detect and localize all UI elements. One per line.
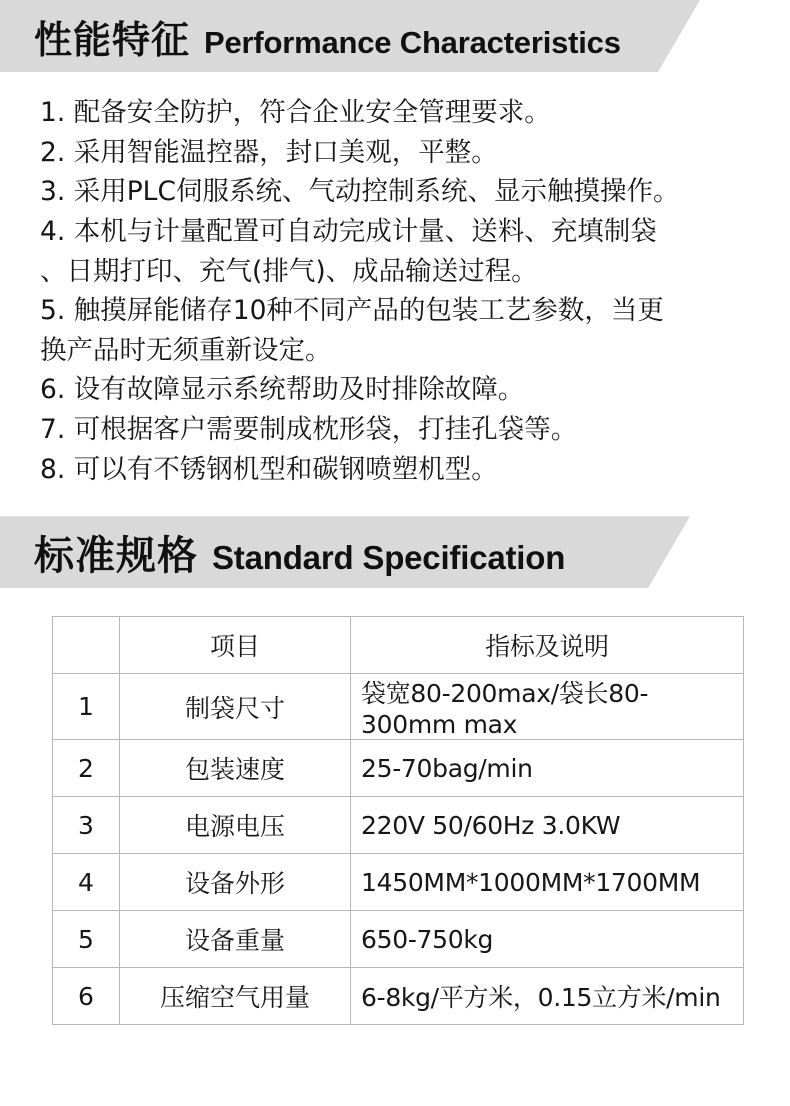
row-item: 设备外形: [120, 854, 351, 911]
row-value: 6-8kg/平方米，0.15立方米/min: [351, 968, 744, 1025]
section-spacer: [0, 490, 790, 516]
row-item: 电源电压: [120, 797, 351, 854]
performance-item: 2. 采用智能温控器，封口美观，平整。: [40, 136, 498, 168]
row-index: 4: [53, 854, 120, 911]
specification-banner-text: [0, 524, 565, 581]
table-row: [53, 968, 744, 1025]
table-row: [53, 797, 744, 854]
performance-item-continuation: 、日期打印、充气(排气)、成品输送过程。: [40, 255, 538, 287]
row-index: 5: [53, 911, 120, 968]
table-row: [53, 740, 744, 797]
performance-item-continuation: 换产品时无须重新设定。: [40, 334, 332, 366]
specification-table-wrapper: [0, 588, 790, 1025]
header-item: 项目: [120, 617, 351, 674]
row-value: 25-70bag/min: [351, 740, 744, 797]
specification-title-cn: 标准规格: [34, 532, 198, 579]
performance-banner-text: [0, 9, 621, 64]
row-value: 1450MM*1000MM*1700MM: [351, 854, 744, 911]
row-index: 2: [53, 740, 120, 797]
performance-item: 6. 设有故障显示系统帮助及时排除故障。: [40, 374, 525, 406]
row-value: 650-750kg: [351, 911, 744, 968]
row-value: 220V 50/60Hz 3.0KW: [351, 797, 744, 854]
table-row: [53, 674, 744, 740]
performance-section-banner: [0, 0, 790, 72]
performance-item: 3. 采用PLC伺服系统、气动控制系统、显示触摸操作。: [40, 176, 680, 208]
performance-list: [0, 72, 790, 488]
row-index: 3: [53, 797, 120, 854]
header-value: 指标及说明: [351, 617, 744, 674]
performance-item: 8. 可以有不锈钢机型和碳钢喷塑机型。: [40, 453, 498, 485]
performance-title-en: Performance Characteristics: [204, 24, 621, 60]
row-index: 6: [53, 968, 120, 1025]
specification-title-en: Standard Specification: [212, 538, 566, 576]
table-header-row: [53, 617, 744, 674]
row-value: 袋宽80-200max/袋长80-300mm max: [351, 674, 744, 740]
specification-section-banner: [0, 516, 790, 588]
row-item: 设备重量: [120, 911, 351, 968]
header-index: [53, 617, 120, 674]
performance-item: 5. 触摸屏能储存10种不同产品的包装工艺参数，当更: [40, 295, 664, 327]
performance-item: 7. 可根据客户需要制成枕形袋，打挂孔袋等。: [40, 414, 578, 445]
table-row: [53, 854, 744, 911]
performance-title-cn: 性能特征: [34, 17, 191, 62]
specification-table: [52, 616, 744, 1025]
performance-item: 4. 本机与计量配置可自动完成计量、送料、充填制袋: [40, 215, 657, 247]
row-item: 压缩空气用量: [120, 968, 351, 1025]
row-item: 包装速度: [120, 740, 351, 797]
row-item: 制袋尺寸: [120, 674, 351, 740]
row-index: 1: [53, 674, 120, 740]
table-row: [53, 911, 744, 968]
performance-item: 1. 配备安全防护，符合企业安全管理要求。: [40, 97, 551, 128]
